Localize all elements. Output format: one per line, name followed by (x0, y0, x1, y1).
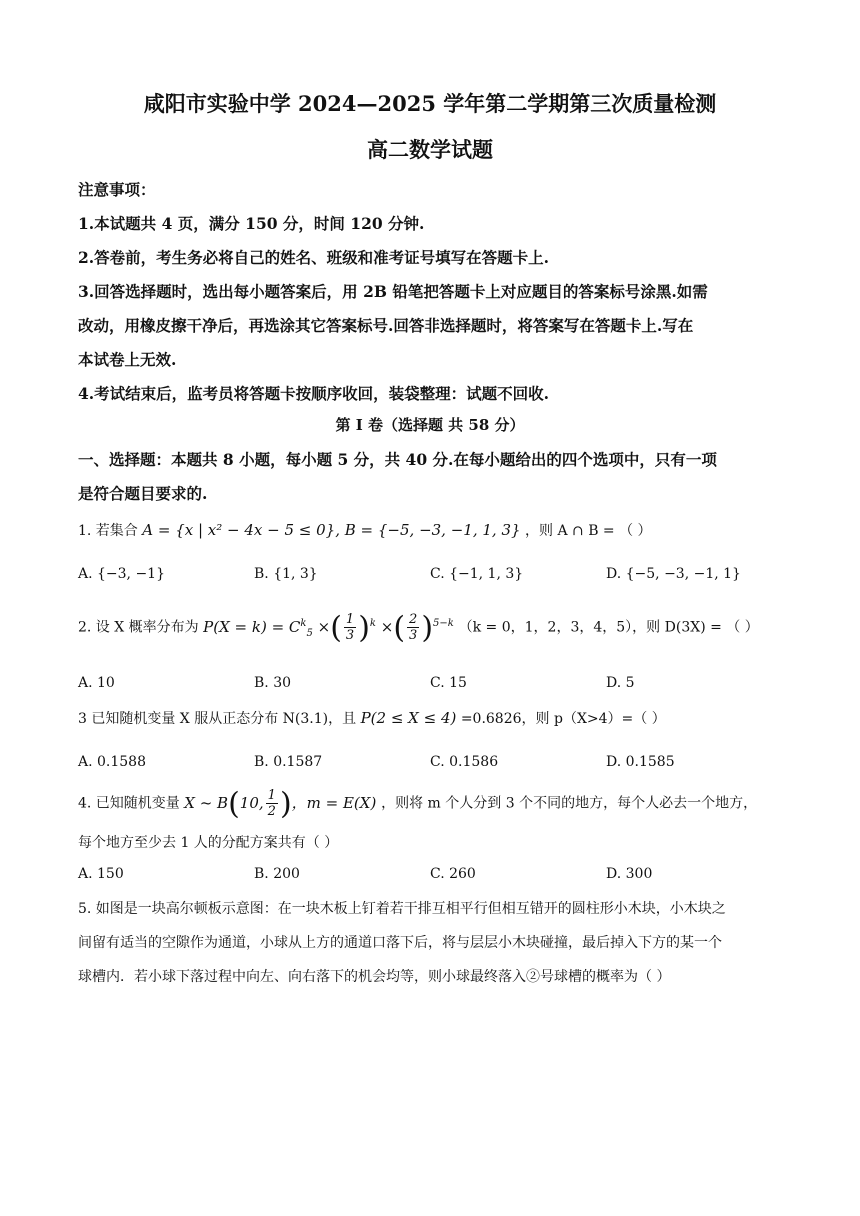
question-5-line-3: 球槽内．若小球下落过程中向左、向右落下的机会均等，则小球最终落入②号球槽的概率为（ ） (78, 969, 671, 985)
question-2-option-b: B. 30 (254, 675, 292, 691)
question-3-option-d: D. 0.1585 (606, 754, 675, 770)
notice-item-3-line-2: 改动，用橡皮擦干净后，再选涂其它答案标号.回答非选择题时，将答案写在答题卡上.写在 (78, 316, 694, 335)
question-5-line-1: 5. 如图是一块高尔顿板示意图：在一块木板上钉着若干排互相平行但相互错开的圆柱形小木块，小木块之 (78, 901, 726, 917)
question-4-option-c: C. 260 (430, 866, 476, 882)
exam-subtitle: 高二数学试题 (367, 137, 493, 162)
question-2-c-sub: 5 (306, 627, 313, 639)
question-2-exp-2: 5−k (433, 617, 454, 629)
question-1 (78, 520, 652, 540)
question-4-prefix: 4. 已知随机变量 (78, 795, 180, 812)
question-3-text-a: 3 已知随机变量 X 服从正态分布 N(3.1)，且 (78, 711, 357, 727)
notice-item-3-line-1: 3.回答选择题时，选出每小题答案后，用 2B 铅笔把答题卡上对应题目的答案标号涂黑.如需 (78, 282, 708, 301)
section-1-intro-line-2: 是符合题目要求的. (78, 484, 208, 503)
question-2-option-d: D. 5 (606, 675, 635, 691)
question-2-exp-1: k (369, 617, 376, 629)
notice-heading: 注意事项： (78, 180, 156, 199)
question-2-suffix: （k = 0，1，2，3，4，5），则 D(3X) = （ ） (458, 619, 759, 636)
question-4-option-a: A. 150 (78, 866, 124, 882)
question-1-option-d: D. {−5, −3, −1, 1} (606, 566, 741, 582)
notice-item-2: 2.答卷前，考生务必将自己的姓名、班级和准考证号填写在答题卡上. (78, 248, 550, 267)
question-3-option-a: A. 0.1588 (78, 754, 146, 770)
notice-item-4: 4.考试结束后，监考员将答题卡按顺序收回，装袋整理：试题不回收. (78, 384, 550, 403)
question-1-sets: A = {x | x² − 4x − 5 ≤ 0}, B = {−5, −3, −1, 1, 3} (142, 521, 521, 539)
exam-title: 咸阳市实验中学 2024—2025 学年第二学期第三次质量检测 (143, 91, 717, 116)
part-1-heading: 第 I 卷（选择题 共 58 分） (335, 416, 525, 434)
question-4-line-2: 每个地方至少去 1 人的分配方案共有（ ） (78, 835, 339, 851)
question-2-c-sup: k (300, 617, 307, 629)
question-1-option-c: C. {−1, 1, 3} (430, 566, 524, 582)
question-1-option-b: B. {1, 3} (254, 566, 318, 582)
question-2 (78, 610, 759, 645)
section-1-intro-line-1: 一、选择题：本题共 8 小题，每小题 5 分，共 40 分.在每小题给出的四个选项中，只有一项 (78, 450, 717, 469)
question-2-formula: $P(X = k) = C^k_5$ ×( $\frac{1}{3}$ )$^k$ ×( $\frac{2}{3}$ )$^{5-k}$ (203, 610, 454, 645)
question-4-formula: X ~ B(10, $\frac{1}{2}$ )，m = E(X) (184, 786, 377, 821)
question-4-option-d: D. 300 (606, 866, 653, 882)
question-4-formula-b: ，m = E(X) (291, 793, 377, 812)
question-4-fraction: $\frac{1}{2}$ (267, 788, 276, 819)
question-3-option-c: C. 0.1586 (430, 754, 499, 770)
question-1-option-a: A. {−3, −1} (78, 566, 166, 582)
question-2-option-c: C. 15 (430, 675, 467, 691)
notice-item-3-line-3: 本试卷上无效. (78, 350, 177, 369)
question-3 (78, 708, 666, 728)
question-3-text-b: =0.6826，则 p（X>4）=（ ） (460, 711, 666, 727)
notice-item-1: 1.本试题共 4 页，满分 150 分，时间 120 分钟. (78, 214, 425, 233)
question-1-prefix: 1. 若集合 (78, 523, 138, 539)
question-2-fraction-2: $\frac{2}{3}$ (409, 612, 418, 643)
question-4-formula-a: X ~ B (184, 793, 229, 812)
question-2-prefix: 2. 设 X 概率分布为 (78, 619, 199, 636)
question-2-option-a: A. 10 (78, 675, 115, 691)
question-4-suffix: ，则将 m 个人分到 3 个不同的地方，每个人必去一个地方， (381, 795, 758, 812)
question-3-option-b: B. 0.1587 (254, 754, 323, 770)
question-2-formula-left: P(X = k) = C (203, 617, 301, 636)
question-4 (78, 786, 757, 821)
question-3-formula: P(2 ≤ X ≤ 4) (360, 709, 457, 727)
question-2-fraction-1: $\frac{1}{3}$ (345, 612, 355, 643)
question-5-line-2: 间留有适当的空隙作为通道，小球从上方的通道口落下后，将与层层小木块碰撞，最后掉入下方的某一个 (78, 935, 722, 951)
question-1-suffix: ，则 A ∩ B = （ ） (525, 523, 652, 539)
question-4-option-b: B. 200 (254, 866, 300, 882)
